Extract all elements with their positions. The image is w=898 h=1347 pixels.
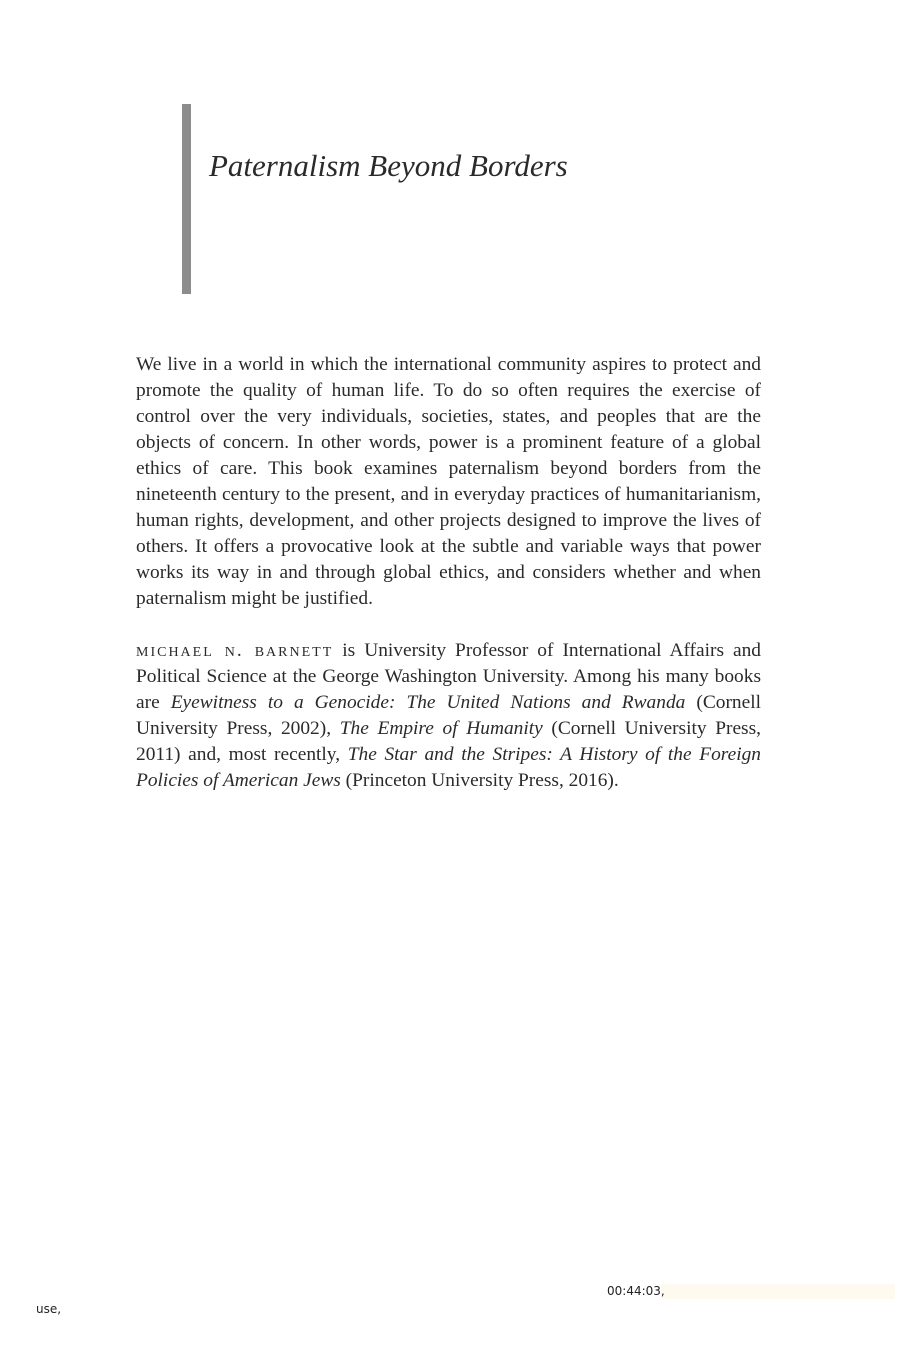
book-blurb: We live in a world in which the international community aspires to protect and promote the quality of human life. To do so often requires the exercise of control over the very individuals, societies, states, and peoples that are the objects of concern. In other words, power is a prominent feature of a global ethics of care. This book examines paternalism beyond borders from the nineteenth century to the present, and in everyday practices of humanitarianism, human rights, development, and other projects designed to improve the lives of others. It offers a provocative look at the subtle and variable ways that power works its way in and through global ethics, and considers whether and when paternalism might be justified. — [136, 354, 761, 609]
footer-use-text: use, — [36, 1302, 62, 1316]
book-title-star-stripes: The Star and the Stripes: A History of the Foreign Policies of American Jews — [136, 744, 761, 791]
bio-text-1: is University Professor of International Affairs and Political Science at the George Washington University. Among his many books are — [136, 640, 761, 713]
title-accent-bar — [182, 104, 191, 294]
bio-text-3: (Cornell University Press, 2011) and, most recently, — [136, 718, 761, 765]
footer-timestamp: 00:44:03, — [607, 1284, 665, 1298]
book-title-eyewitness: Eyewitness to a Genocide: The United Nations and Rwanda — [170, 692, 686, 713]
author-bio — [136, 638, 761, 794]
book-title-empire: The Empire of Humanity — [339, 718, 543, 739]
bio-text-2: (Cornell University Press, 2002), — [136, 692, 761, 739]
footer-highlight-strip — [661, 1284, 895, 1299]
bio-text-4: (Princeton University Press, 2016). — [340, 770, 619, 791]
book-title: Paternalism Beyond Borders — [209, 148, 568, 183]
author-name: michael n. barnett — [136, 640, 334, 661]
